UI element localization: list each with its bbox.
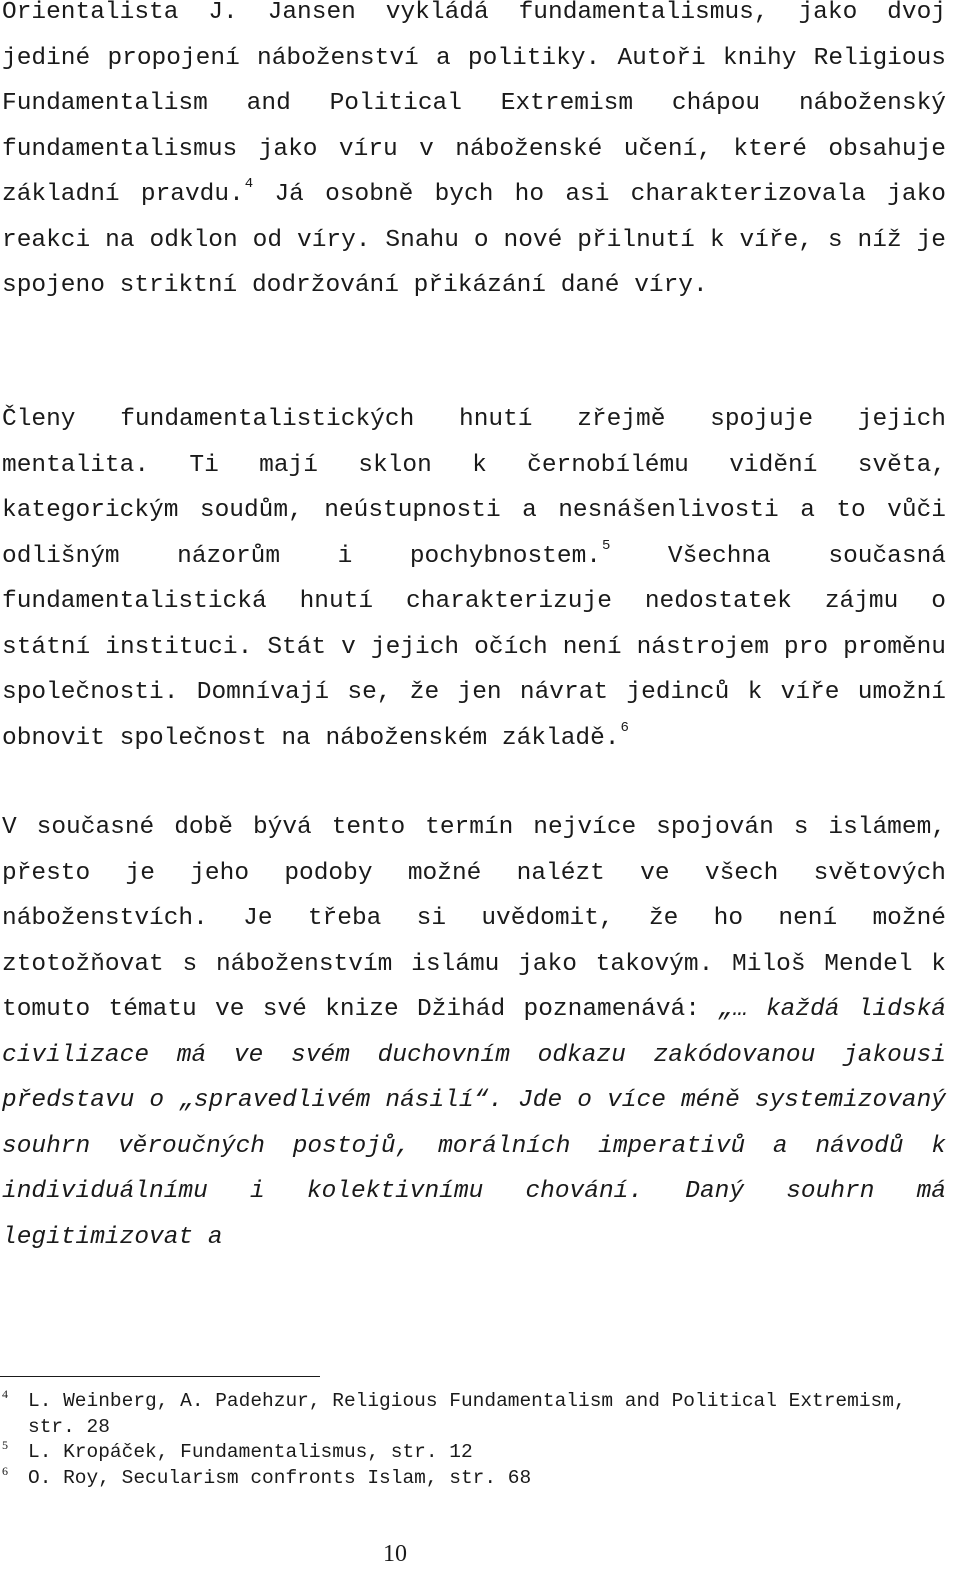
paragraph-text: Orientalista J. Jansen vykládá fundamentalismus, jako dvoj jediné propojení náboženství a politiky. Autoři knihy Religious Fundamentalism and Political Extremism chápou náboženský fundamentalismus jako víru v náboženské učení, které obsahuje základní pravdu. [2,0,946,208]
footnote-reference-6[interactable]: 6 [620,719,629,736]
footnote-5 [2,1440,946,1466]
footnote-reference-5[interactable]: 5 [601,537,611,554]
footnote-text: O. Roy, Secularism confronts Islam, str. 68 [28,1466,532,1489]
footnote-text: L. Weinberg, A. Padehzur, Religious Fundamentalism and Political Extremism, str. 28 [28,1390,906,1438]
paragraph-text: Členy fundamentalistických hnutí zřejmě spojuje jejich mentalita. Ti mají sklon k černobílému vidění světa, kategorickým soudům, neústupnosti a nesnášenlivosti a to vůči odlišným názorům i pochybnostem. [2,406,946,570]
footnote-text: L. Kropáček, Fundamentalismus, str. 12 [28,1441,473,1463]
footnote-6 [2,1463,946,1492]
paragraph-text: V současné době bývá tento termín nejvíce spojován s islámem, přesto je jeho podoby možné nalézt ve všech světových náboženstvích. Je třeba si uvědomit, že ho není možné ztotožňovat s náboženstvím islámu jako takovým. Miloš Mendel k tomuto tématu ve své knize Džihád poznamenává: [2,814,946,1023]
footnotes-section [2,1389,946,1491]
paragraph-jansen-definition [2,0,946,309]
mendel-quote: „… každá lidská civilizace má ve svém duchovním odkazu zakódovanou jakousi představu o „spravedlivém násilí“. Jde o více méně systemizovaný souhrn věroučných postojů, morálních imperativů a návodů k individuálnímu i kolektivnímu chování. Daný souhrn má legitimizovat a [2,996,946,1251]
paragraph-islam-mendel [2,805,946,1260]
footnote-4 [2,1389,946,1440]
paragraph-text: Já osobně bych ho asi charakterizovala jako reakci na odklon od víry. Snahu o nové přilnutí k víře, s níž je spojeno striktní dodržování přikázání dané víry. [2,181,946,299]
footnote-divider [0,1376,320,1377]
footnote-number: 4 [2,1387,8,1401]
paragraph-text: Všechna současná fundamentalistická hnutí charakterizuje nedostatek zájmu o státní instituci. Stát v jejich očích není nástrojem pro proměnu společnosti. Domnívají se, že jen návrat jedinců k víře umožní obnovit společnost na náboženském základě. [2,542,946,752]
footnote-number: 5 [2,1438,8,1452]
page-number: 10 [383,1541,407,1567]
footnote-number: 6 [2,1463,8,1478]
paragraph-fundamentalist-mentality [2,397,946,761]
footnote-reference-4[interactable]: 4 [244,176,254,193]
